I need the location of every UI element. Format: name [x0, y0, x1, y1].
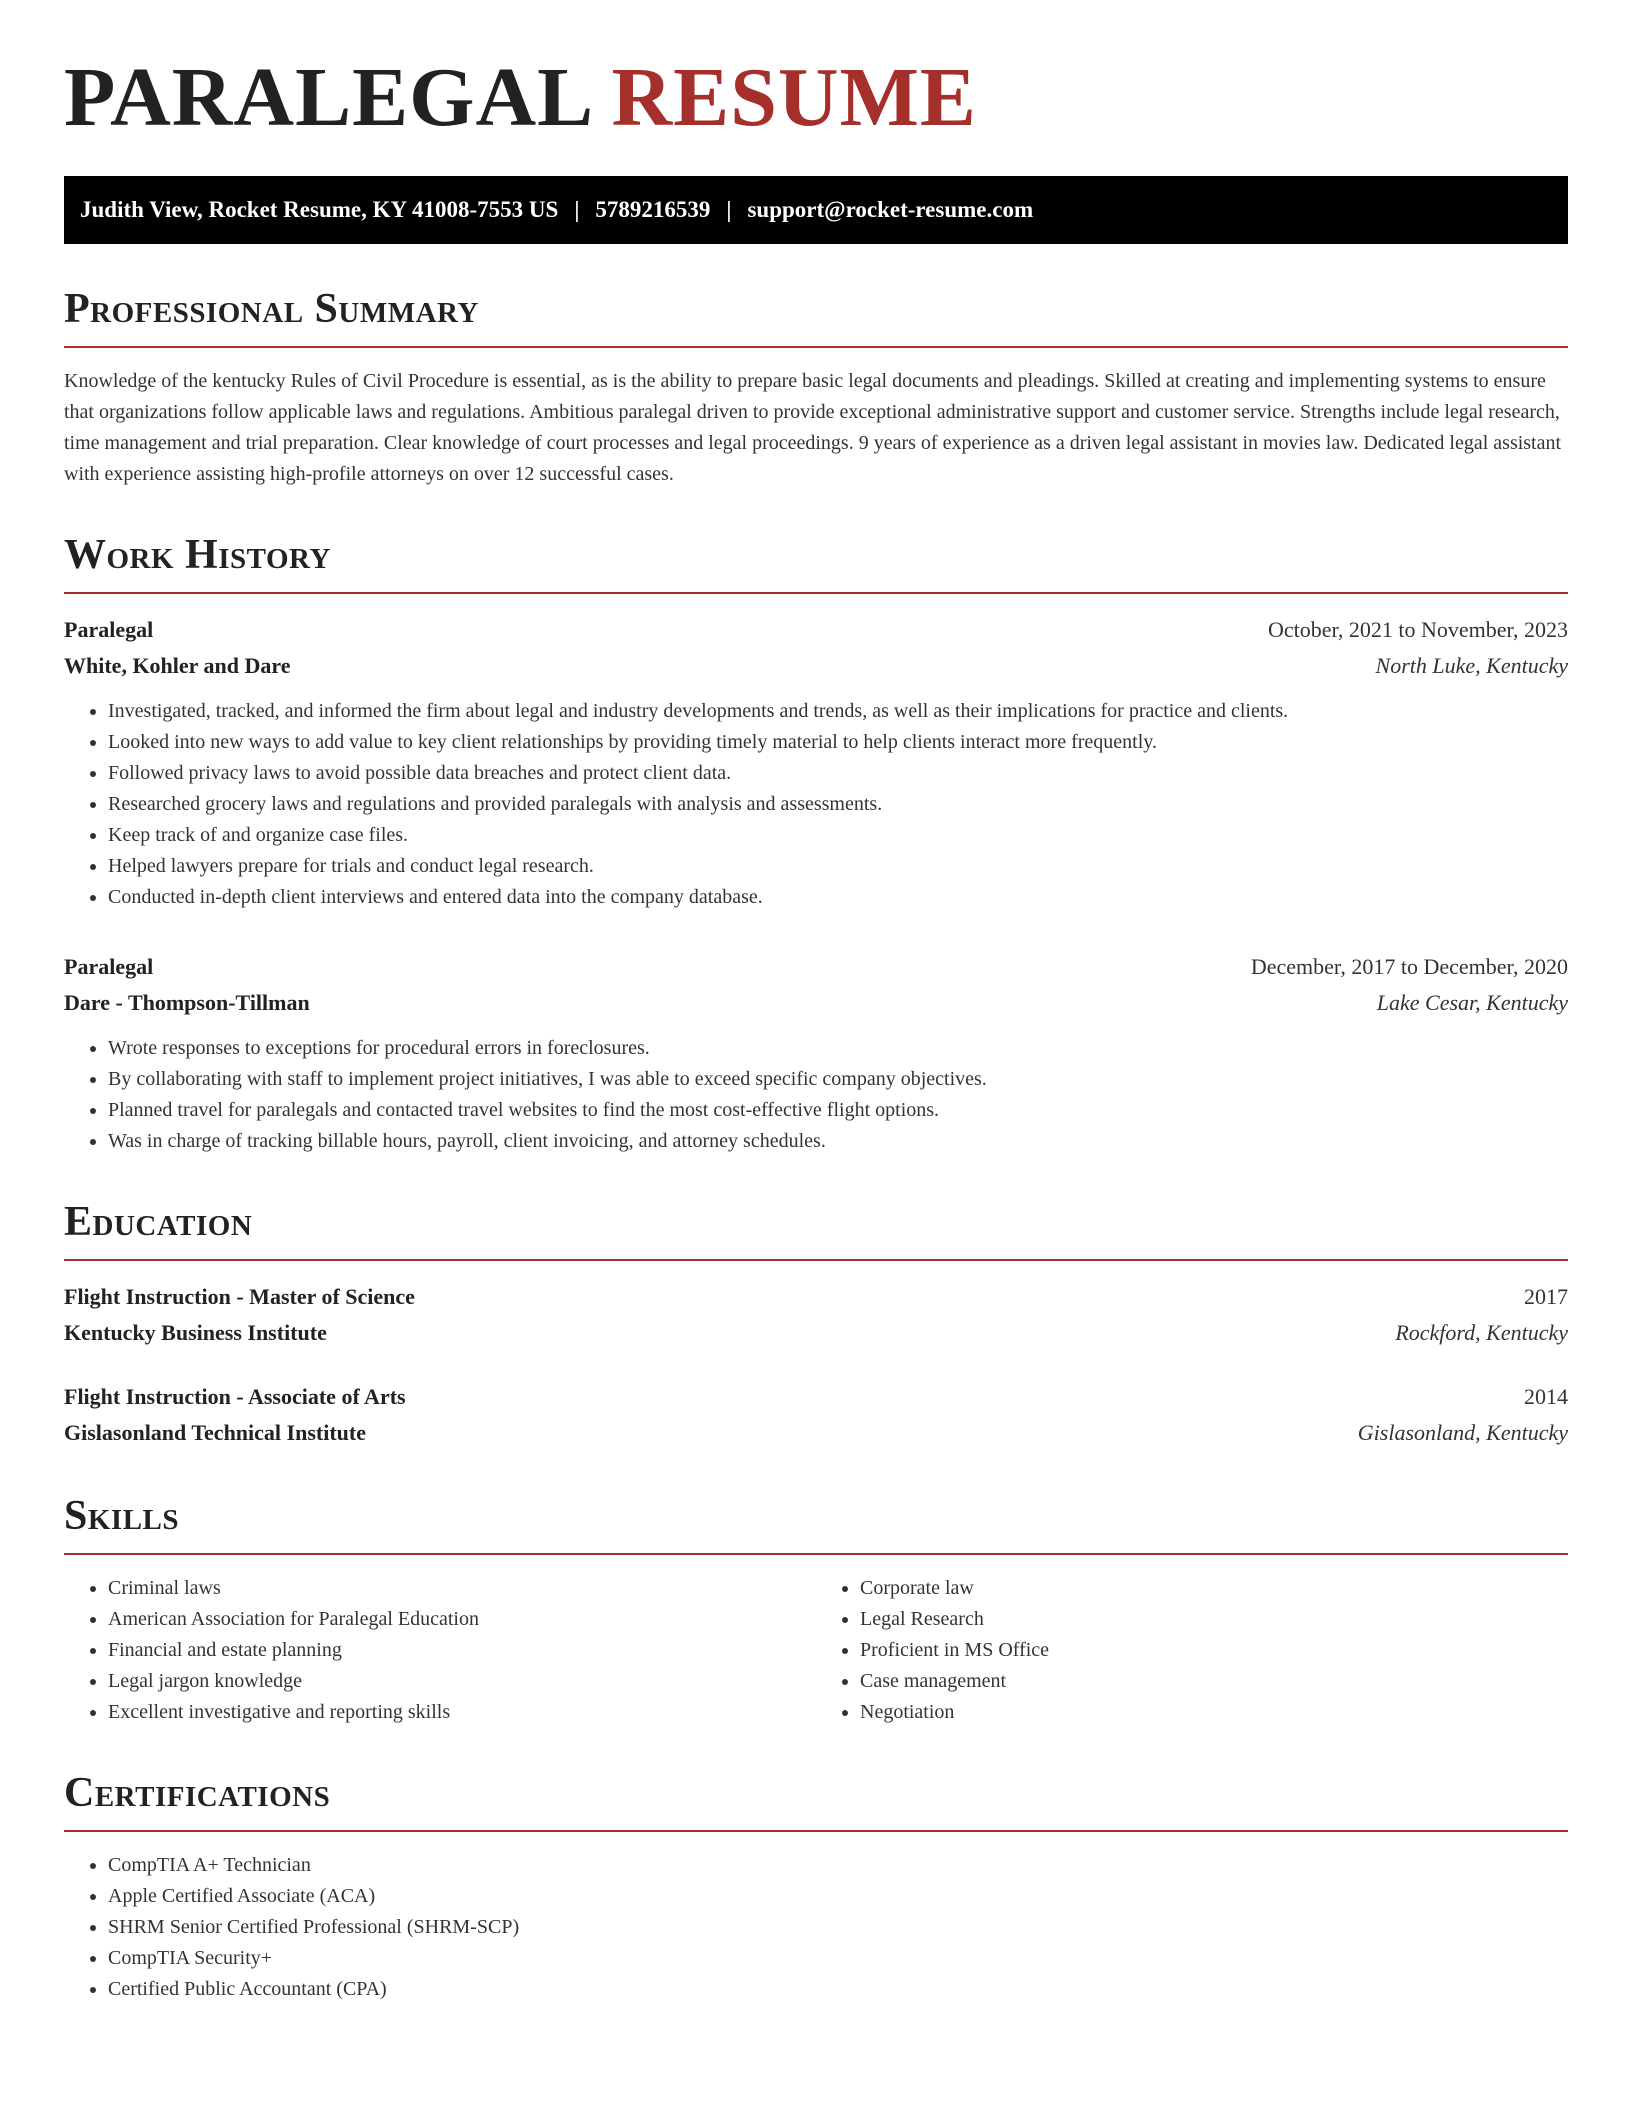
job-bullet-item: • Was in charge of tracking billable hours, payroll, client invoicing, and attorney schedules. [108, 1126, 1568, 1157]
job-bullet-item: • Planned travel for paralegals and contacted travel websites to find the most cost-effective flight options. [108, 1095, 1568, 1126]
job-bullet-item: • Looked into new ways to add value to key client relationships by providing timely material to help clients interact more frequently. [108, 727, 1568, 758]
certification-item: • SHRM Senior Certified Professional (SHRM-SCP) [108, 1912, 1568, 1943]
job-header-row [64, 612, 1568, 648]
job-entry [64, 612, 1568, 913]
education-degree-row [64, 1379, 1568, 1415]
skill-item: • Excellent investigative and reporting skills [108, 1697, 816, 1728]
certifications-section [64, 1772, 1568, 2005]
title-main: PARALEGAL [64, 51, 590, 144]
section-divider [64, 1259, 1568, 1261]
education-year: 2014 [1524, 1384, 1568, 1409]
job-bullet-item: • Investigated, tracked, and informed the firm about legal and industry developments and trends, as well as their implications for practice and clients. [108, 696, 1568, 727]
education-entry [64, 1279, 1568, 1351]
job-location: North Luke, Kentucky [1375, 653, 1568, 678]
section-heading: Certifications [64, 1770, 331, 1816]
job-bullets [64, 696, 1568, 913]
summary-text: Knowledge of the kentucky Rules of Civil Procedure is essential, as is the ability to prepare basic legal documents and pleadings. Skilled at creating and implementing systems to ensure that organizations follow applicable laws and regulations. Ambitious paralegal driven to provide exceptional administrative support and customer service. Strengths include legal research, time management and trial preparation. Clear knowledge of court processes and legal proceedings. 9 years of experience as a driven legal assistant in movies law. Dedicated legal assistant with experience assisting high-profile attorneys on over 12 successful cases. [64, 370, 1562, 485]
skills-column-left [64, 1573, 816, 1728]
job-dates: December, 2017 to December, 2020 [1250, 954, 1568, 979]
education-location: Rockford, Kentucky [1395, 1320, 1568, 1345]
skills-column-right [816, 1573, 1568, 1728]
section-heading: Work History [64, 532, 331, 578]
certification-item: • Certified Public Accountant (CPA) [108, 1974, 1568, 2005]
job-title: Paralegal [64, 617, 154, 642]
certification-item: • Apple Certified Associate (ACA) [108, 1881, 1568, 1912]
education-degree: Flight Instruction - Associate of Arts [64, 1384, 406, 1409]
skill-item: • Criminal laws [108, 1573, 816, 1604]
education-school-row [64, 1415, 1568, 1451]
resume-title [64, 51, 1568, 144]
skill-item: • Case management [860, 1666, 1568, 1697]
skill-item: • Legal Research [860, 1604, 1568, 1635]
job-bullet-item: • Conducted in-depth client interviews and entered data into the company database. [108, 882, 1568, 913]
job-company: Dare - Thompson-Tillman [64, 990, 310, 1015]
summary-section [64, 288, 1568, 490]
job-bullet-item: • Helped lawyers prepare for trials and conduct legal research. [108, 851, 1568, 882]
contact-phone: 5789216539 [595, 197, 711, 222]
job-bullets [64, 1033, 1568, 1157]
skill-item: • Corporate law [860, 1573, 1568, 1604]
skills-section [64, 1495, 1568, 1728]
work-history-section [64, 534, 1568, 1157]
contact-email: support@rocket-resume.com [747, 197, 1034, 222]
section-divider [64, 1553, 1568, 1555]
education-section [64, 1201, 1568, 1451]
contact-separator: | [726, 197, 732, 222]
education-degree-row [64, 1279, 1568, 1315]
education-list [64, 1279, 1568, 1451]
certification-item: • CompTIA Security+ [108, 1943, 1568, 1974]
education-year: 2017 [1524, 1284, 1568, 1309]
job-company-row [64, 985, 1568, 1021]
contact-bar [64, 176, 1568, 244]
job-list [64, 612, 1568, 1157]
job-header-row [64, 949, 1568, 985]
job-bullet-item: • Wrote responses to exceptions for procedural errors in foreclosures. [108, 1033, 1568, 1064]
section-heading: Education [64, 1199, 253, 1245]
education-school-row [64, 1315, 1568, 1351]
education-entry [64, 1379, 1568, 1451]
certification-item: • CompTIA A+ Technician [108, 1850, 1568, 1881]
skills-grid [64, 1573, 1568, 1728]
job-company: White, Kohler and Dare [64, 653, 291, 678]
education-school: Kentucky Business Institute [64, 1320, 327, 1345]
section-divider [64, 1830, 1568, 1832]
skill-item: • Negotiation [860, 1697, 1568, 1728]
contact-separator: | [574, 197, 580, 222]
education-location: Gislasonland, Kentucky [1357, 1420, 1568, 1445]
job-entry [64, 949, 1568, 1157]
skill-item: • Financial and estate planning [108, 1635, 816, 1666]
job-company-row [64, 648, 1568, 684]
certifications-list [64, 1850, 1568, 2005]
job-bullet-item: • Researched grocery laws and regulations and provided paralegals with analysis and assessments. [108, 789, 1568, 820]
job-location: Lake Cesar, Kentucky [1376, 990, 1568, 1015]
job-dates: October, 2021 to November, 2023 [1267, 617, 1568, 642]
job-title: Paralegal [64, 954, 154, 979]
education-school: Gislasonland Technical Institute [64, 1420, 366, 1445]
section-divider [64, 592, 1568, 594]
section-heading: Skills [64, 1493, 180, 1539]
job-bullet-item: • Followed privacy laws to avoid possible data breaches and protect client data. [108, 758, 1568, 789]
skill-item: • Proficient in MS Office [860, 1635, 1568, 1666]
contact-address: Judith View, Rocket Resume, KY 41008-7553 US [80, 197, 559, 222]
section-heading: Professional Summary [64, 286, 479, 332]
skill-item: • American Association for Paralegal Education [108, 1604, 816, 1635]
title-accent: RESUME [611, 51, 977, 144]
section-divider [64, 346, 1568, 348]
job-bullet-item: • By collaborating with staff to implement project initiatives, I was able to exceed specific company objectives. [108, 1064, 1568, 1095]
education-degree: Flight Instruction - Master of Science [64, 1284, 415, 1309]
job-bullet-item: • Keep track of and organize case files. [108, 820, 1568, 851]
skill-item: • Legal jargon knowledge [108, 1666, 816, 1697]
